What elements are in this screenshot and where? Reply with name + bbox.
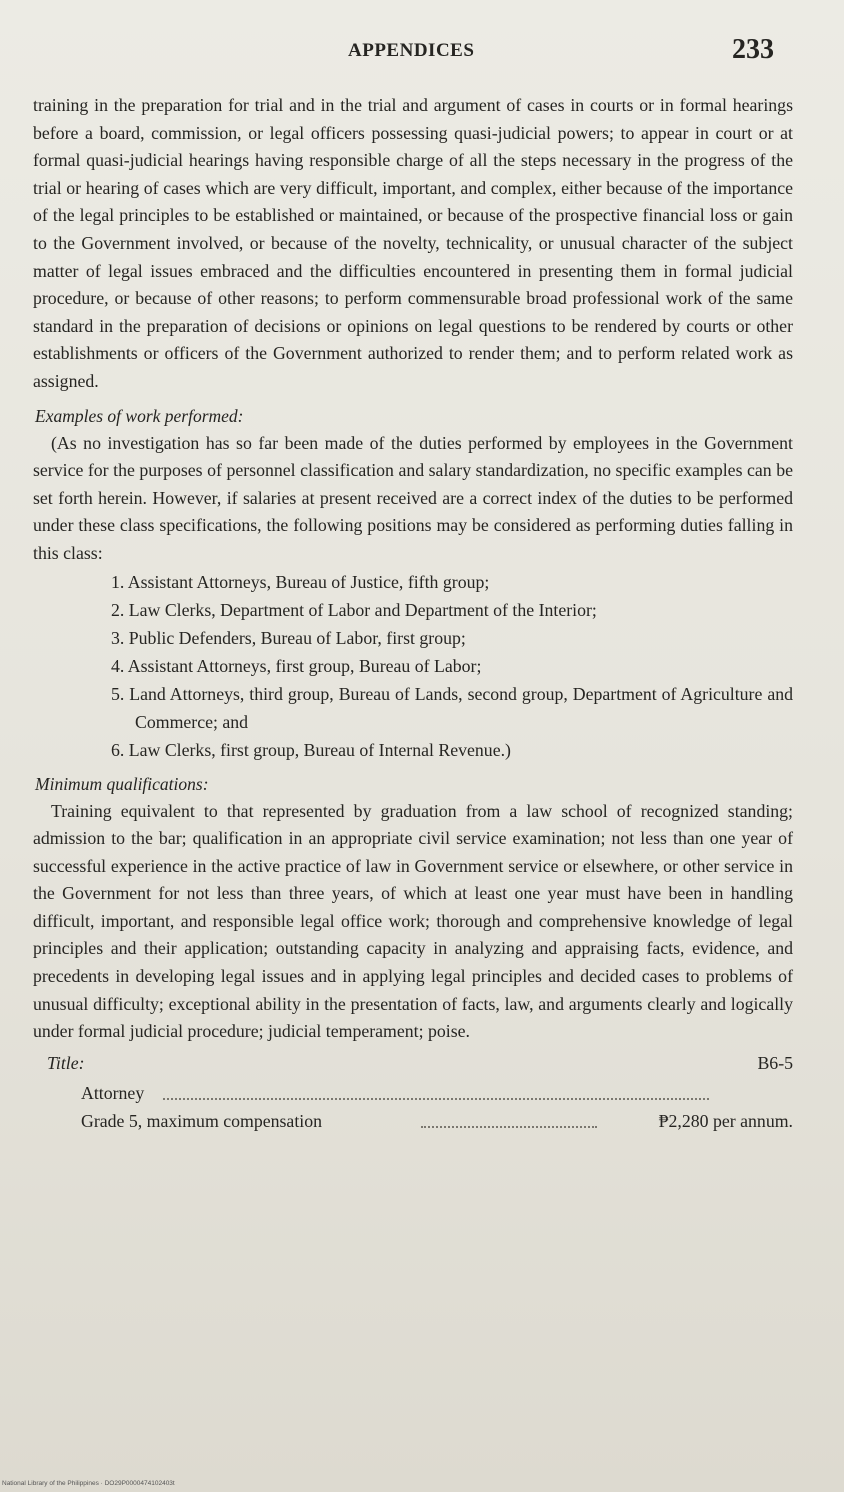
grade-entry [33, 1108, 793, 1136]
grade-label: Grade 5, maximum compensation [81, 1110, 322, 1131]
body-text [33, 92, 793, 1136]
scan-credit: National Library of the Philippines · DO29P0000474102403t [2, 1480, 175, 1487]
qualifications-text: Training equivalent to that represented by graduation from a law school of recognized standing; admission to the bar; qualification in an appropriate civil service examination; not less than one year of successful experience in the active practice of law in Government service or elsewhere, or other service in the Government for not less than three years, of which at least one year must have been in handling difficult, important, and responsible legal office work; thorough and comprehensive knowledge of legal principles and their application; outstanding capacity in analyzing and appraising facts, evidence, and precedents in developing legal issues and in applying legal principles and decided cases to problems of unusual difficulty; exceptional ability in the presentation of facts, law, and arguments clearly and logically under formal judicial procedure; judicial temperament; poise. [33, 800, 793, 1042]
page-header [0, 34, 844, 74]
title-row [33, 1050, 793, 1080]
list-item: 2. Law Clerks, Department of Labor and Department of the Interior; [111, 599, 597, 620]
title-label: Title: [47, 1052, 85, 1073]
running-head: APPENDICES [348, 40, 475, 61]
leader-dots [421, 1126, 597, 1128]
class-code: B6-5 [757, 1052, 793, 1073]
list-item: 5. Land Attorneys, third group, Bureau of Lands, second group, Department of Agriculture and Commerce; and [111, 683, 793, 732]
compensation-value: ₱2,280 per annum. [658, 1110, 793, 1131]
page-number: 233 [732, 34, 774, 65]
leader-dots [163, 1098, 709, 1100]
list-item: 4. Assistant Attorneys, first group, Bureau of Labor; [111, 655, 482, 676]
list-item: 3. Public Defenders, Bureau of Labor, first group; [111, 627, 466, 648]
paragraph-continuation: training in the preparation for trial and in the trial and argument of cases in courts or in formal hearings before a board, commission, or legal officers possessing quasi-judicial powers; to appear in court or at formal quasi-judicial hearings having responsible charge of all the steps necessary in the progress of the trial or hearing of cases which are very difficult, important, and complex, either because of the importance of the legal principles to be established or maintained, or because of the prospective financial loss or gain to the Government involved, or because of the novelty, technicality, or unusual character of the subject matter of legal issues embraced and the difficulties encountered in presenting them in formal judicial procedure, or because of other reasons; to perform commensurable broad professional work of the same standard in the preparation of decisions or opinions on legal questions to be rendered by courts or other establishments or officers of the Government authorized to render them; and to perform related work as assigned. [33, 95, 793, 391]
qualifications-heading: Minimum qualifications: [35, 773, 209, 794]
examples-intro: (As no investigation has so far been made of the duties performed by employees in the Government service for the purposes of personnel classification and salary standardization, no specific examples can be set forth herein. However, if salaries at present received are a correct index of the duties to be performed under these class specifications, the following positions may be considered as performing duties falling in this class: [33, 432, 793, 563]
title-name: Attorney [81, 1082, 145, 1103]
list-item: 1. Assistant Attorneys, Bureau of Justice, fifth group; [111, 571, 490, 592]
examples-list [33, 568, 793, 764]
title-entry [33, 1080, 793, 1108]
examples-heading: Examples of work performed: [35, 405, 244, 426]
list-item: 6. Law Clerks, first group, Bureau of Internal Revenue.) [111, 739, 511, 760]
